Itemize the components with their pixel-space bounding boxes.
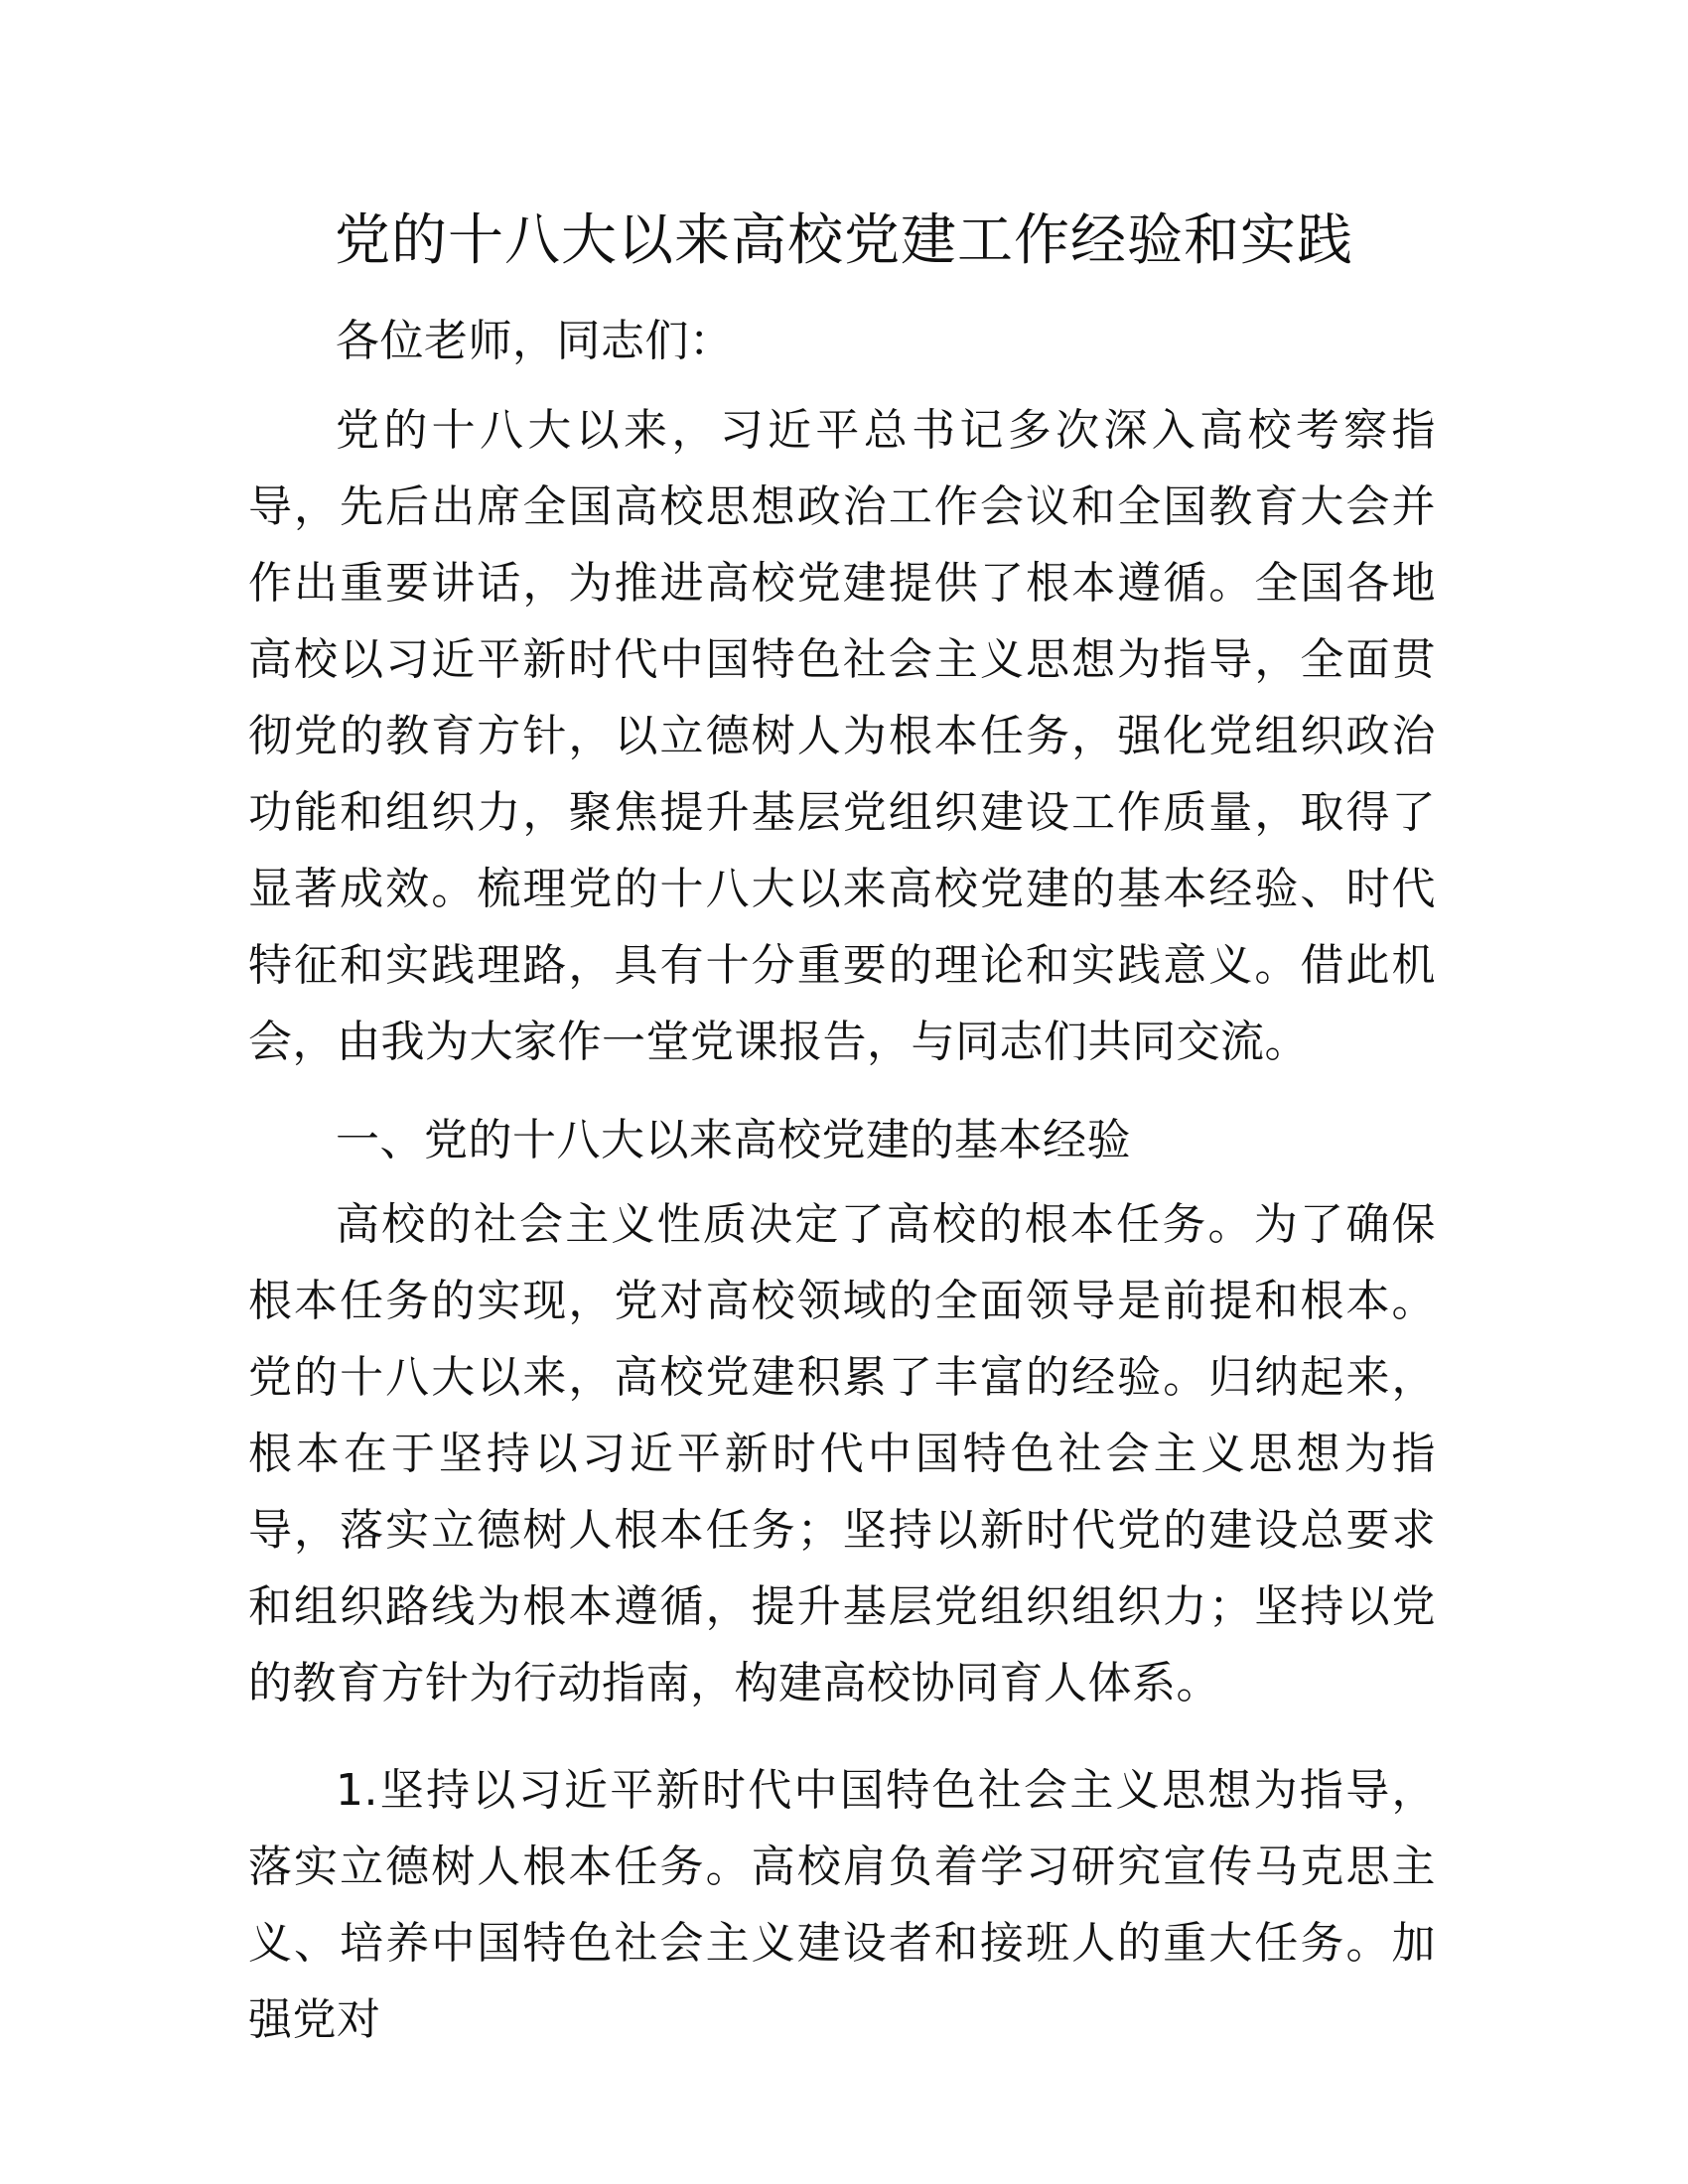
paragraph-section-1: 高校的社会主义性质决定了高校的根本任务。为了确保根本任务的实现，党对高校领域的全面领导是前提和根本。党的十八大以来，高校党建积累了丰富的经验。归纳起来，根本在于坚持以习近平新时代中国特色社会主义思想为指导，落实立德树人根本任务；坚持以新时代党的建设总要求和组织路线为根本遵循，提升基层党组织组织力；坚持以党的教育方针为行动指南，构建高校协同育人体系。 <box>248 1199 1436 1708</box>
document-title: 党的十八大以来高校党建工作经验和实践 <box>335 208 1353 273</box>
section-heading-1: 一、党的十八大以来高校党建的基本经验 <box>336 1115 1131 1165</box>
greeting: 各位老师，同志们： <box>336 316 734 366</box>
paragraph-intro: 党的十八大以来，习近平总书记多次深入高校考察指导，先后出席全国高校思想政治工作会议和全国教育大会并作出重要讲话，为推进高校党建提供了根本遵循。全国各地高校以习近平新时代中国特色社会主义思想为指导，全面贯彻党的教育方针，以立德树人为根本任务，强化党组织政治功能和组织力，聚焦提升基层党组织建设工作质量，取得了显著成效。梳理党的十八大以来高校党建的基本经验、时代特征和实践理路，具有十分重要的理论和实践意义。借此机会，由我为大家作一堂党课报告，与同志们共同交流。 <box>248 405 1436 1067</box>
paragraph-item-1: 1.坚持以习近平新时代中国特色社会主义思想为指导，落实立德树人根本任务。高校肩负着学习研究宣传马克思主义、培养中国特色社会主义建设者和接班人的重大任务。加强党对 <box>248 1765 1436 2045</box>
